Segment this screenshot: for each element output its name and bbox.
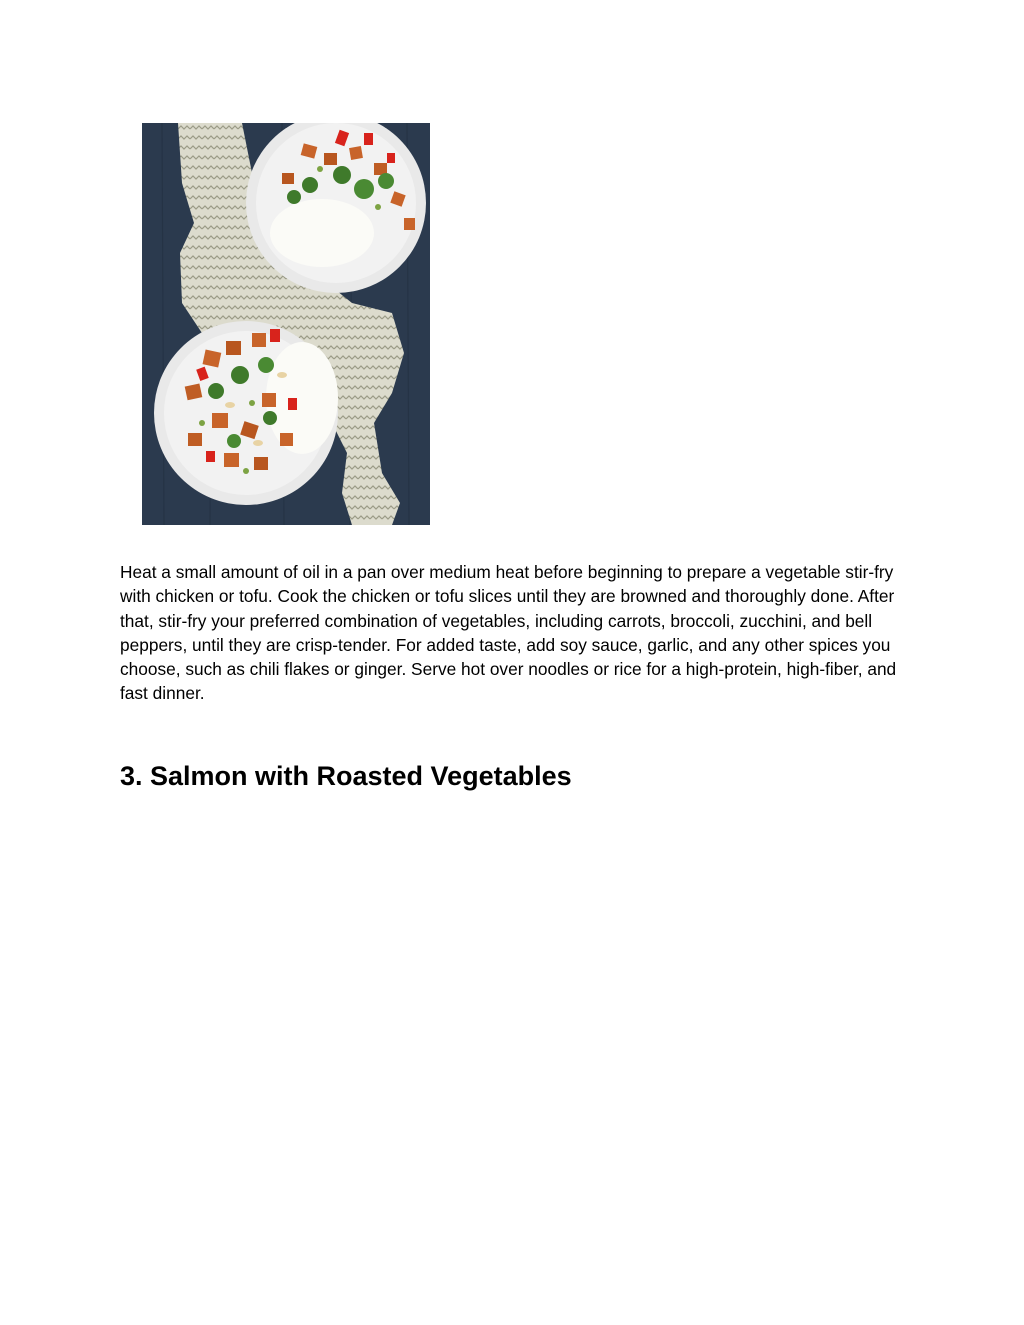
food-photo-icon xyxy=(142,123,430,525)
section-heading: 3. Salmon with Roasted Vegetables xyxy=(120,761,572,791)
recipe-description: Heat a small amount of oil in a pan over medium heat before beginning to prepare a vegetable stir-fry with chicken or tofu. Cook the chicken or tofu slices until they are browned and thoroughly done. After that, stir-fry your preferred combination of vegetables, including carrots, broccoli, zucchini, and bell peppers, until they are crisp-tender. For added taste, add soy sauce, garlic, and any other spices you choose, such as chili flakes or ginger. Serve hot over noodles or rice for a high-protein, high-fiber, and fast dinner. xyxy=(120,562,897,704)
stir-fry-photo xyxy=(142,123,430,525)
